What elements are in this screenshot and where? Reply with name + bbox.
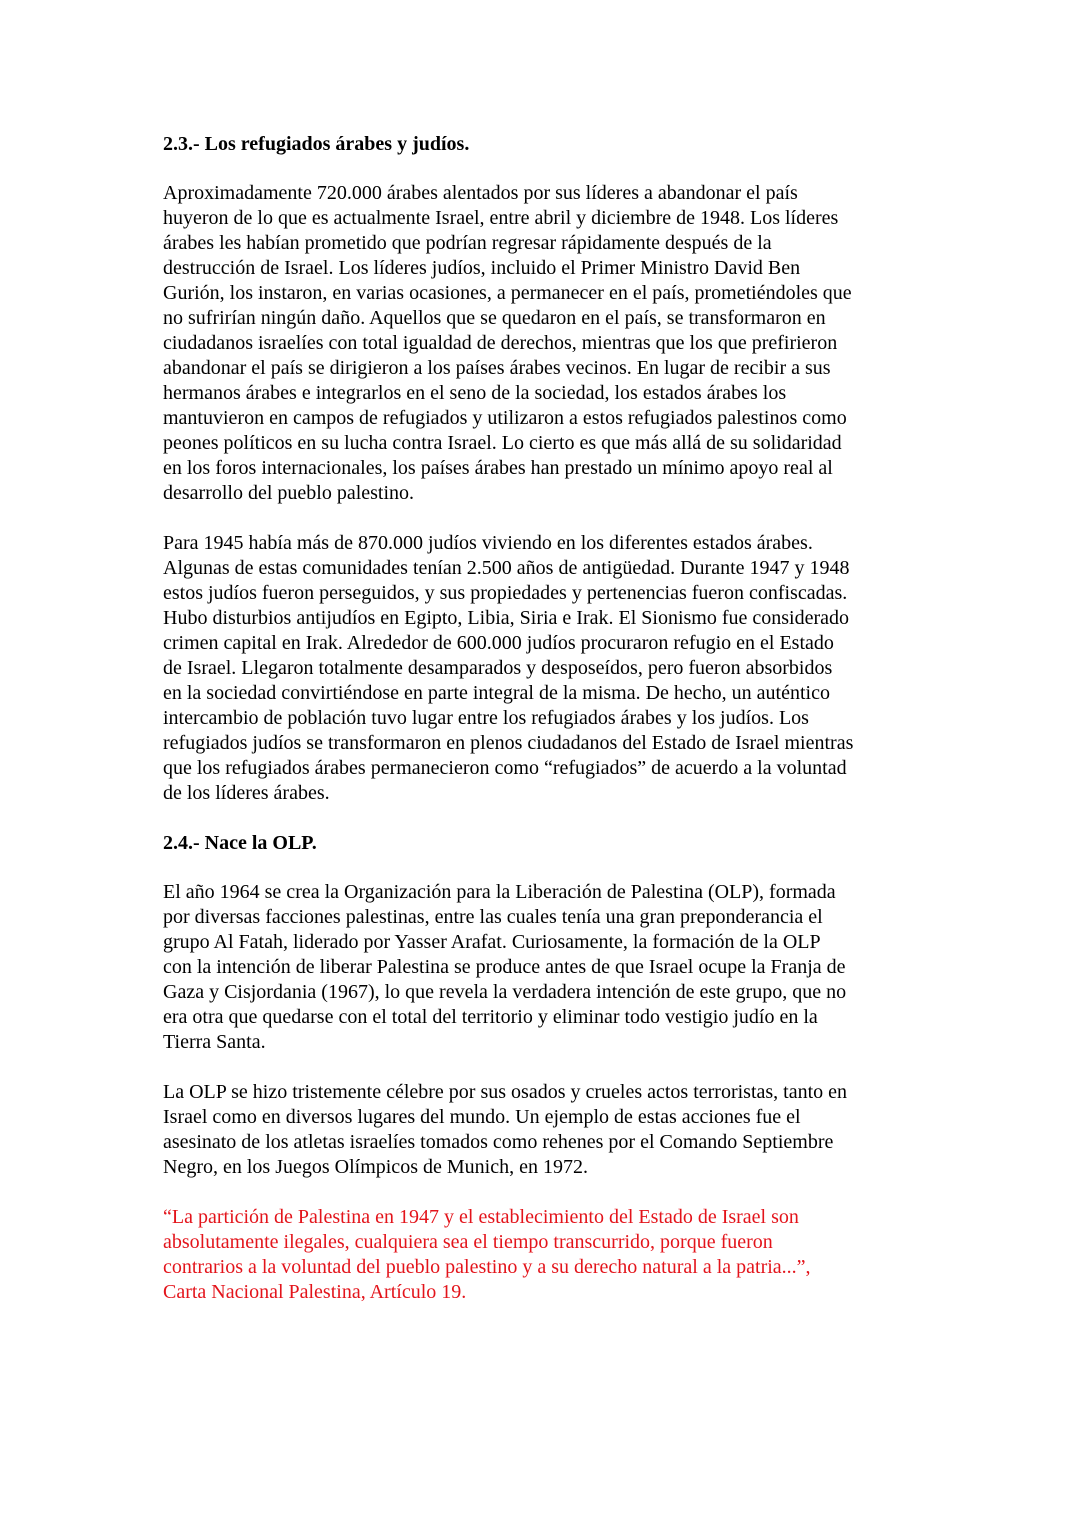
text-line: Algunas de estas comunidades tenían 2.500 años de antigüedad. Durante 1947 y 1948: [163, 557, 850, 579]
text-line: mantuvieron en campos de refugiados y utilizaron a estos refugiados palestinos como: [163, 407, 847, 429]
text-line: absolutamente ilegales, cualquiera sea el tiempo transcurrido, porque fueron: [163, 1231, 773, 1253]
text-line: en la sociedad convirtiéndose en parte integral de la misma. De hecho, un auténtico: [163, 682, 830, 704]
text-line: grupo Al Fatah, liderado por Yasser Arafat. Curiosamente, la formación de la OLP: [163, 931, 821, 953]
text-line: Israel como en diversos lugares del mundo. Un ejemplo de estas acciones fue el: [163, 1106, 801, 1128]
text-line: intercambio de población tuvo lugar entre los refugiados árabes y los judíos. Los: [163, 707, 809, 729]
text-line: La OLP se hizo tristemente célebre por sus osados y crueles actos terroristas, tanto en: [163, 1081, 848, 1103]
text-line: de los líderes árabes.: [163, 782, 330, 804]
text-line: que los refugiados árabes permanecieron como “refugiados” de acuerdo a la voluntad: [163, 757, 847, 779]
paragraph: [163, 880, 963, 1055]
text-line: en los foros internacionales, los países árabes han prestado un mínimo apoyo real al: [163, 457, 833, 479]
text-line: Para 1945 había más de 870.000 judíos viviendo en los diferentes estados árabes.: [163, 532, 813, 554]
text-line: de Israel. Llegaron totalmente desamparados y desposeídos, pero fueron absorbidos: [163, 657, 833, 679]
quote-paragraph: [163, 1205, 963, 1305]
paragraph: [163, 181, 963, 506]
text-line: desarrollo del pueblo palestino.: [163, 482, 415, 504]
text-line: asesinato de los atletas israelíes tomados como rehenes por el Comando Septiembre: [163, 1131, 834, 1153]
text-line: hermanos árabes e integrarlos en el seno de la sociedad, los estados árabes los: [163, 382, 787, 404]
text-line: estos judíos fueron perseguidos, y sus propiedades y pertenencias fueron confiscadas.: [163, 582, 848, 604]
text-line: Carta Nacional Palestina, Artículo 19.: [163, 1281, 467, 1303]
text-line: ciudadanos israelíes con total igualdad de derechos, mientras que los que prefirieron: [163, 332, 838, 354]
text-line: Gurión, los instaron, en varias ocasiones, a permanecer en el país, prometiéndoles que: [163, 282, 852, 304]
text-line: “La partición de Palestina en 1947 y el establecimiento del Estado de Israel son: [163, 1206, 799, 1228]
text-line: Tierra Santa.: [163, 1031, 266, 1053]
section-heading: 2.4.- Nace la OLP.: [163, 832, 317, 854]
text-line: Hubo disturbios antijudíos en Egipto, Libia, Siria e Irak. El Sionismo fue considerado: [163, 607, 850, 629]
text-line: Aproximadamente 720.000 árabes alentados por sus líderes a abandonar el país: [163, 182, 798, 204]
document-page: [163, 132, 963, 1330]
text-line: peones políticos en su lucha contra Israel. Lo cierto es que más allá de su solidaridad: [163, 432, 842, 454]
text-line: con la intención de liberar Palestina se produce antes de que Israel ocupe la Franja de: [163, 956, 846, 978]
text-line: crimen capital en Irak. Alrededor de 600.000 judíos procuraron refugio en el Estado: [163, 632, 834, 654]
text-line: destrucción de Israel. Los líderes judíos, incluido el Primer Ministro David Ben: [163, 257, 801, 279]
text-line: El año 1964 se crea la Organización para la Liberación de Palestina (OLP), formada: [163, 881, 836, 903]
paragraph: [163, 531, 963, 806]
text-line: era otra que quedarse con el total del territorio y eliminar todo vestigio judío en la: [163, 1006, 818, 1028]
text-line: por diversas facciones palestinas, entre las cuales tenía una gran preponderancia el: [163, 906, 823, 928]
text-line: Negro, en los Juegos Olímpicos de Munich, en 1972.: [163, 1156, 588, 1178]
text-line: contrarios a la voluntad del pueblo palestino y a su derecho natural a la patria...”,: [163, 1256, 811, 1278]
text-line: abandonar el país se dirigieron a los países árabes vecinos. En lugar de recibir a sus: [163, 357, 831, 379]
text-line: refugiados judíos se transformaron en plenos ciudadanos del Estado de Israel mientras: [163, 732, 854, 754]
text-line: árabes les habían prometido que podrían regresar rápidamente después de la: [163, 232, 772, 254]
text-line: no sufrirían ningún daño. Aquellos que se quedaron en el país, se transformaron en: [163, 307, 826, 329]
paragraph: [163, 1080, 963, 1180]
text-line: huyeron de lo que es actualmente Israel, entre abril y diciembre de 1948. Los líderes: [163, 207, 839, 229]
section-heading: 2.3.- Los refugiados árabes y judíos.: [163, 133, 470, 155]
text-line: Gaza y Cisjordania (1967), lo que revela la verdadera intención de este grupo, que no: [163, 981, 847, 1003]
